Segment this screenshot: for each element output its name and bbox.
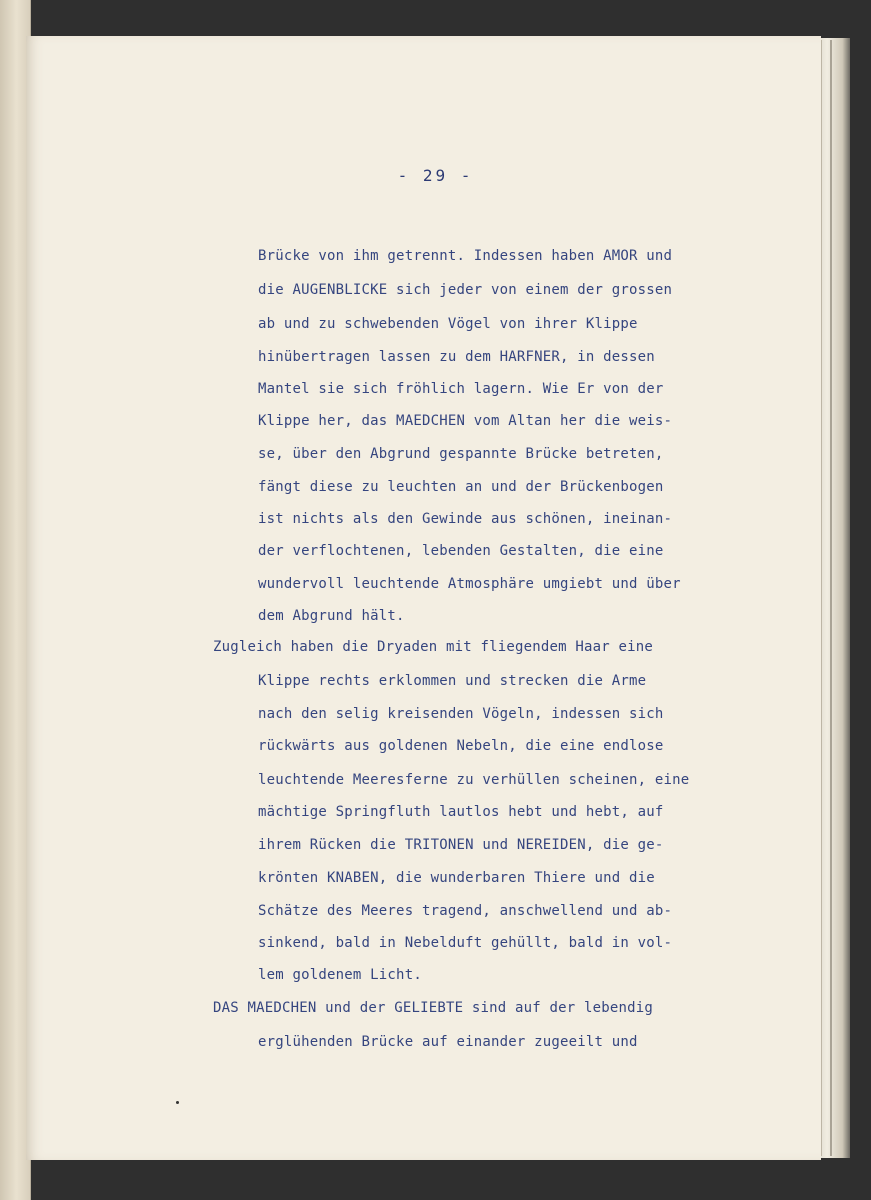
page-edge-line: [830, 40, 832, 1156]
document-page: [26, 36, 821, 1160]
text-line: Mantel sie sich fröhlich lagern. Wie Er von der: [258, 381, 664, 397]
text-line: die AUGENBLICKE sich jeder von einem der grossen: [258, 282, 673, 298]
text-line: dem Abgrund hält.: [258, 608, 405, 624]
text-line: der verflochtenen, lebenden Gestalten, die eine: [258, 543, 664, 559]
text-line: fängt diese zu leuchten an und der Brückenbogen: [258, 479, 664, 495]
text-line: Klippe her, das MAEDCHEN vom Altan her die weis-: [258, 413, 673, 429]
text-line: ihrem Rücken die TRITONEN und NEREIDEN, die ge-: [258, 837, 664, 853]
text-line: rückwärts aus goldenen Nebeln, die eine endlose: [258, 738, 664, 754]
text-line: erglühenden Brücke auf einander zugeeilt und: [258, 1034, 638, 1050]
text-line: Klippe rechts erklommen und strecken die Arme: [258, 673, 647, 689]
paper-speck: [176, 1101, 179, 1104]
text-line: nach den selig kreisenden Vögeln, indessen sich: [258, 706, 664, 722]
text-line: mächtige Springfluth lautlos hebt und hebt, auf: [258, 804, 664, 820]
text-line: wundervoll leuchtende Atmosphäre umgiebt und über: [258, 576, 681, 592]
text-line: Zugleich haben die Dryaden mit fliegendem Haar eine: [213, 639, 654, 655]
text-line: hinübertragen lassen zu dem HARFNER, in dessen: [258, 349, 655, 365]
text-line: Schätze des Meeres tragend, anschwellend und ab-: [258, 903, 673, 919]
text-line: se, über den Abgrund gespannte Brücke betreten,: [258, 446, 664, 462]
text-line: Brücke von ihm getrennt. Indessen haben AMOR und: [258, 248, 673, 264]
text-line: krönten KNABEN, die wunderbaren Thiere und die: [258, 870, 655, 886]
text-line: ist nichts als den Gewinde aus schönen, ineinan-: [258, 511, 673, 527]
text-line: DAS MAEDCHEN und der GELIEBTE sind auf der lebendig: [213, 1000, 654, 1016]
text-line: ab und zu schwebenden Vögel von ihrer Klippe: [258, 316, 638, 332]
text-line: leuchtende Meeresferne zu verhüllen scheinen, eine: [258, 772, 690, 788]
text-line: sinkend, bald in Nebelduft gehüllt, bald in vol-: [258, 935, 673, 951]
text-line: lem goldenem Licht.: [258, 967, 422, 983]
page-number: - 29 -: [397, 166, 474, 185]
